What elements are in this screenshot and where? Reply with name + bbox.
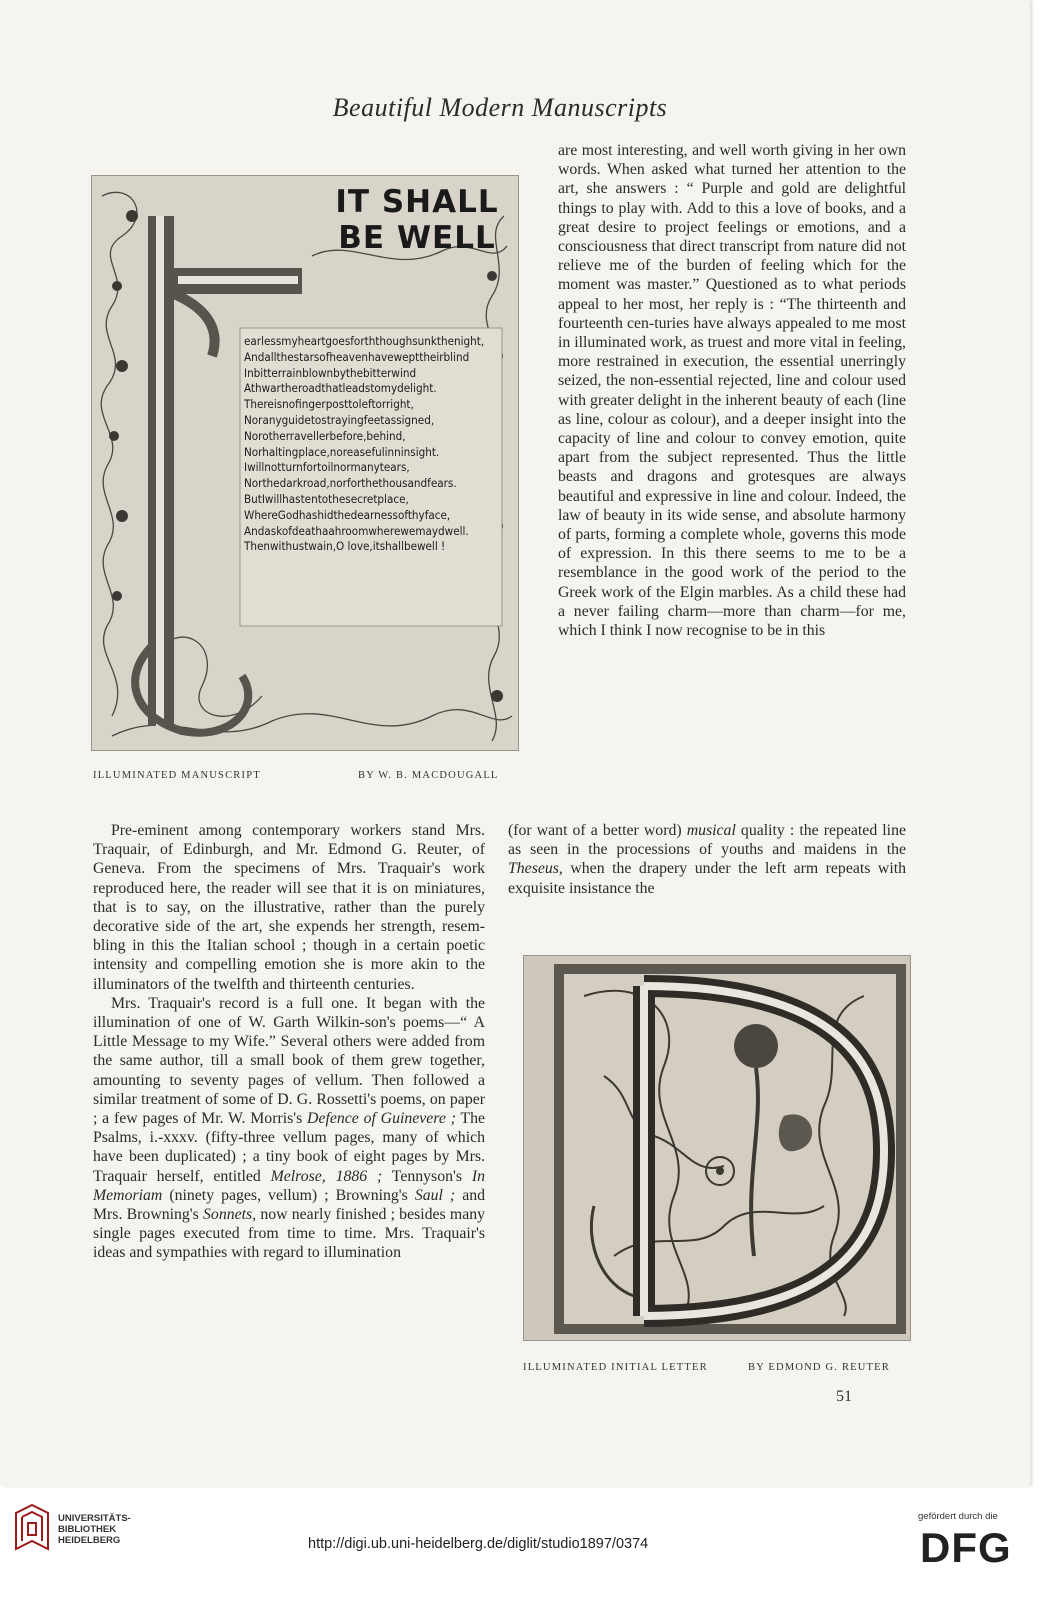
italic-title: Melrose, 1886 ; [270,1167,383,1185]
italic-theseus: Theseus [508,860,559,878]
poem-line: earlessmyheartgoesforththoughsunkthenight, [244,334,485,348]
poem-line: Andaskofdeathaahroomwherewemaydwell. [244,523,469,538]
italic-title: Defence of Guinevere ; [307,1110,456,1128]
paragraph: Pre-eminent among contemporary workers stand Mrs. Traquair, of Edinburgh, and Mr. Edmond G. Reuter, of Geneva. From the specimens of Mrs. Traquair's work reproduced here, the reader will see that it is on miniatures, that is to say, on the illustrative, rather than the purely decorative side of the art, she expends her strength, resem-bling in this the Italian school ; though in a certain poetic intensity and compelling emotion she is more akin to the illuminators of the twelfth and thirteenth centuries. [93,822,485,993]
poem-line: Noranyguidetostrayingfeetassigned, [244,412,435,427]
permalink[interactable]: http://digi.ub.uni-heidelberg.de/diglit/studio1897/0374 [308,1536,649,1552]
poem-line: Northedarkroad,norforthethousandfears. [244,476,457,491]
illuminated-manuscript-image [91,175,519,751]
poem-line: Thenwithustwain,O love,itshallbewell ! [244,539,446,554]
poem-line: ButIwillhastentothesecretplace, [244,491,409,506]
library-name: UNIVERSITÄTS- BIBLIOTHEK HEIDELBERG [58,1513,131,1546]
poem-line: Andallthestarsofheavenhavewepttheirblind [244,349,470,364]
illuminated-initial-image [523,955,911,1341]
poem-line: Athwartheroadthatleadstomydelight. [244,381,437,396]
manuscript-title: IT SHALL BE WELL [335,184,499,256]
poem-line: Inbitterrainblownbythebitterwind [244,365,417,380]
right-column-middle [508,821,906,898]
right-column-top [558,141,906,640]
italic-musical: musical [686,822,736,839]
figure1-caption-artist: BY W. B. MACDOUGALL [358,770,499,781]
italic-title: Sonnets, [203,1206,257,1224]
paragraph: are most interesting, and well worth giving in her own words. When asked what turned her attention to the art, she answers : “ Purple and gold are delightful things to play with. Add to this a love of books, and a great desire to project feelings or emotions, and a consciousness that direct transcript from nature did not relieve me of the burden of feeling which for the moment was master.” Questioned as to what periods appeal to her most, her reply is : “The thirteenth and fourteenth cen-turies have always appealed to me most in illuminated work, as truest and more vital in feeling, more restrained in execution, the essential unerringly seized, the non-essential rejected, line and colour used with greater delight in the inherent beauty of each (line as line, colour as colour), and a deeper insight into the capacity of line and colour to convey emotion, quite apart from the subject represented. Thus the little beasts and dragons and grotesques are always beautiful and expressive in line and colour. Indeed, the law of beauty in its wide sense, and absolute harmony of parts, forming a complete whole, governs this mode of expression. In this there seems to me to be a resemblance in the good work of the period to the Greek work of the Elgin marbles. As a child these had a never failing charm—more than charm—for me, which I think I now recognise to be in this [558,142,906,640]
funded-by-label: gefördert durch die [918,1511,998,1522]
paragraph: Mrs. Traquair's record is a full one. It began with the illumination of one of W. Garth Wilkin-son's poems—“ A Little Message to my Wife.” Several others were added from the same author, till a small book of them grew together, amounting to seventy pages of vellum. Then followed a similar treatment of some of D. G. Rossetti's poems, on paper ; a few pages of Mr. W. Morris's Defence of Guinevere ; The Psalms, i.-xxxv. (fifty-three vellum pages, many of which have been duplicated) ; a tiny book of eight pages by Mrs. Traquair herself, entitled Melrose, 1886 ; Tennyson's In Memoriam (ninety pages, vellum) ; Browning's Saul ; and Mrs. Browning's Sonnets, now nearly finished ; besides many single pages executed from time to time. Mrs. Traquair's ideas and sympathies with regard to illumination [93,994,486,1262]
figure1-caption-title: ILLUMINATED MANUSCRIPT [93,770,261,781]
poem-line: Norotherravellerbefore,behind, [244,428,406,443]
italic-title: Saul ; [414,1186,456,1204]
poem-line: WhereGodhashidthedearnessofthyface, [244,507,451,522]
library-logo-icon [12,1503,52,1553]
italic-title: In Memoriam [93,1167,485,1204]
paragraph: (for want of a better word) musical quality : the repeated line as seen in the processions of youths and maidens in the Theseus, when the drapery under the left arm repeats with exquisite insistance the [508,822,906,897]
poem-line: Iwillnotturnfortoilnormanytears, [244,460,410,475]
poem-line: Norhaltingplace,noreasefulinninsight. [244,444,440,459]
left-column [93,821,485,1263]
dfg-logo: DFG [920,1524,1012,1571]
manuscript-poem [244,334,502,555]
poem-line: Thereisnofingerposttoleftorright, [244,397,414,412]
figure2-caption-title: ILLUMINATED INITIAL LETTER [523,1362,708,1373]
figure2-caption-artist: BY EDMOND G. REUTER [748,1362,890,1373]
running-head: Beautiful Modern Manuscripts [332,93,668,122]
page-number: 51 [836,1388,852,1405]
initial-letter-d [524,956,910,1340]
